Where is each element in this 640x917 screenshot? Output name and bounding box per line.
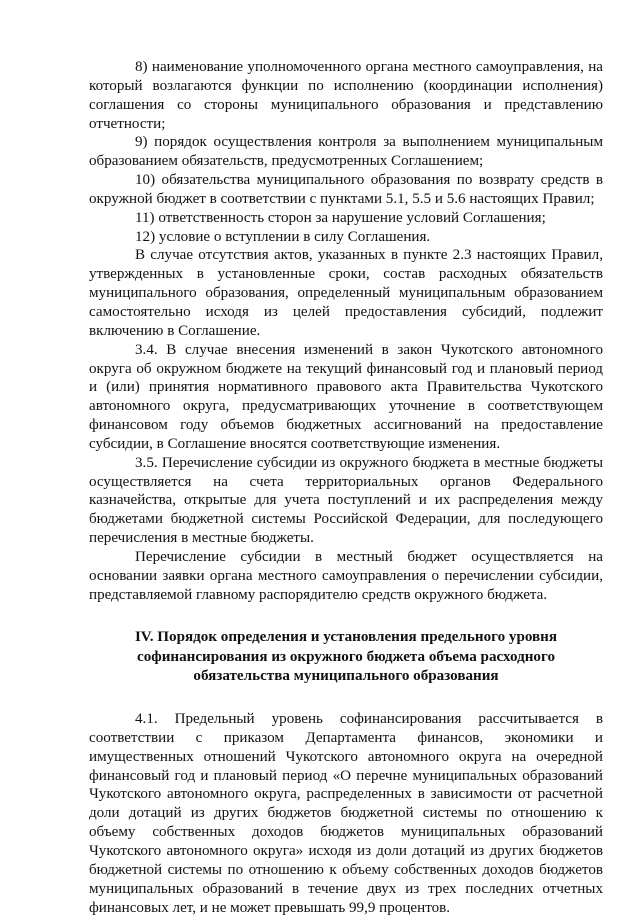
paragraph-absence-of-acts: В случае отсутствия актов, указанных в пункте 2.3 настоящих Правил, утвержденных в установленные сроки, состав расходных обязательств муниципального образования, определенный муниципальным образованием самостоятельно исходя из целей предоставления субсидий, подлежит включению в Соглашение. bbox=[89, 247, 603, 339]
list-item-11: 11) ответственность сторон за нарушение условий Соглашения; bbox=[135, 209, 546, 226]
list-item-8: 8) наименование уполномоченного органа местного самоуправления, на который возлагаются функции по исполнению (координации исполнения) соглашения со стороны муниципального образования и представлению отчетности; bbox=[89, 59, 603, 132]
section-heading-line-3: обязательства муниципального образования bbox=[193, 667, 499, 684]
section-heading bbox=[89, 628, 603, 686]
list-item-10: 10) обязательства муниципального образования по возврату средств в окружной бюджет в соответствии с пунктами 5.1, 5.5 и 5.6 настоящих Правил; bbox=[89, 172, 603, 207]
section-heading-line-2: софинансирования из окружного бюджета объема расходного bbox=[137, 648, 555, 665]
list-item-12: 12) условие о вступлении в силу Соглашения. bbox=[135, 228, 431, 245]
list-item-9: 9) порядок осуществления контроля за выполнением муниципальным образованием обязательств, предусмотренных Соглашением; bbox=[89, 134, 603, 170]
paragraph-3-5: 3.5. Перечисление субсидии из окружного бюджета в местные бюджеты осуществляется на счета территориальных органов Федерального казначейства, открытые для учета поступлений и их распределения между бюджетами бюджетной системы Российской Федерации, для последующего перечисления в местные бюджеты. bbox=[89, 454, 603, 547]
paragraph-3-4: 3.4. В случае внесения изменений в закон Чукотского автономного округа об окружном бюджете на текущий финансовый год и плановый период и (или) принятия нормативного правового акта Правительства Чукотского автономного округа, предусматривающих уточнение в соответствующем финансовом году объемов бюджетных ассигнований на предоставление субсидии, в Соглашение вносятся соответствующие изменения. bbox=[89, 341, 603, 452]
paragraph-transfer-request: Перечисление субсидии в местный бюджет осуществляется на основании заявки органа местного самоуправления о перечислении субсидии, представляемой главному распорядителю средств окружного бюджета. bbox=[89, 548, 603, 603]
section-heading-line-1: IV. Порядок определения и установления предельного уровня bbox=[134, 629, 558, 646]
paragraph-4-1: 4.1. Предельный уровень софинансирования рассчитывается в соответствии с приказом Департамента финансов, экономики и имущественных отношений Чукотского автономного округа на очередной финансовый год и плановый период «О перечне муниципальных образований Чукотского автономного округа, распределенных в зависимости от расчетной доли дотаций из других бюджетов бюджетной системы по отношению к объему собственных доходов бюджетов муниципальных образований Чукотского автономного округа» исходя из доли дотаций из других бюджетов бюджетной системы по отношению к объему собственных доходов бюджетов муниципальных образований в течение двух из трех последних отчетных финансовых лет, и не может превышать 99,9 процентов. bbox=[89, 711, 603, 916]
